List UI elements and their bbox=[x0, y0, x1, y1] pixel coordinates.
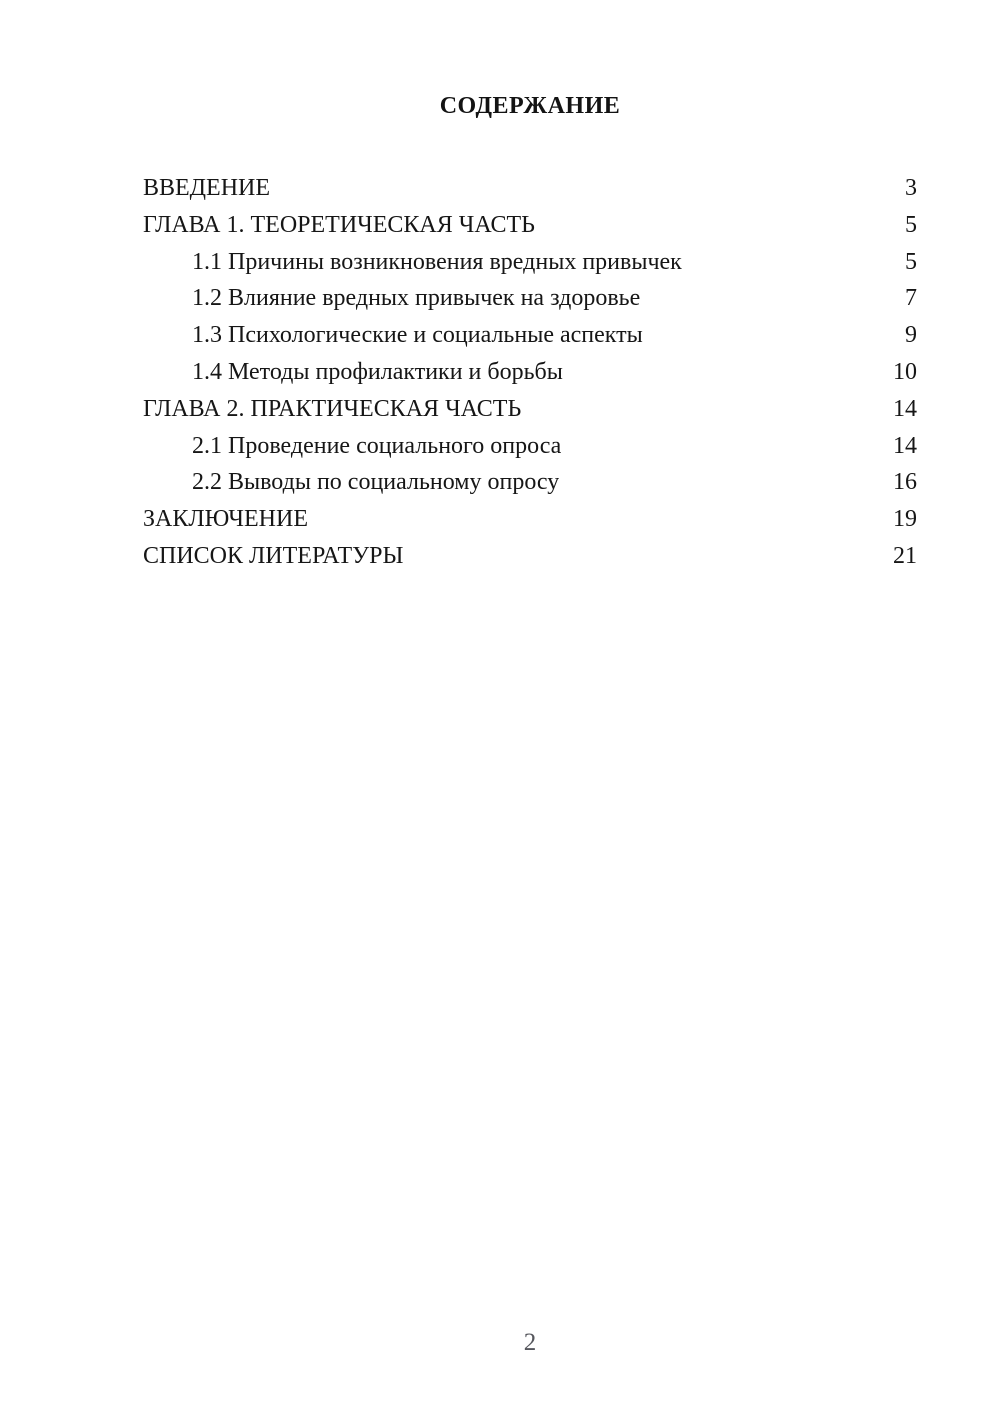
toc-entry-label: 1.4 Методы профилактики и борьбы bbox=[192, 358, 563, 385]
toc-entry-page: 7 bbox=[905, 285, 917, 312]
toc-entry-label: 1.3 Психологические и социальные аспекты bbox=[192, 322, 643, 349]
toc-row bbox=[143, 280, 917, 317]
footer-page-number: 2 bbox=[523, 1329, 537, 1356]
toc-entry-page: 21 bbox=[893, 542, 917, 569]
toc-row bbox=[143, 354, 917, 391]
toc-row bbox=[143, 391, 917, 428]
toc-row bbox=[143, 464, 917, 501]
toc-row bbox=[143, 428, 917, 465]
toc-row bbox=[143, 501, 917, 538]
toc-entry-label: ВВЕДЕНИЕ bbox=[143, 175, 271, 201]
toc-entry-page: 5 bbox=[905, 211, 917, 238]
toc-entry-page: 3 bbox=[905, 175, 917, 201]
toc-entry-label: 2.1 Проведение социального опроса bbox=[192, 432, 562, 459]
toc-entry-label: 1.2 Влияние вредных привычек на здоровье bbox=[192, 285, 641, 312]
toc-entry-page: 14 bbox=[893, 432, 917, 459]
page-title: СОДЕРЖАНИЕ bbox=[439, 93, 621, 119]
toc-row bbox=[143, 170, 917, 207]
toc-entry-label: ГЛАВА 1. ТЕОРЕТИЧЕСКАЯ ЧАСТЬ bbox=[143, 211, 535, 238]
toc-row bbox=[143, 244, 917, 281]
toc-entry-page: 5 bbox=[905, 248, 917, 275]
toc-row bbox=[143, 538, 917, 575]
toc-entry-label: СПИСОК ЛИТЕРАТУРЫ bbox=[143, 542, 404, 569]
toc-entry-page: 19 bbox=[893, 506, 917, 533]
toc-entry-label: 2.2 Выводы по социальному опросу bbox=[192, 469, 560, 496]
toc-row bbox=[143, 317, 917, 354]
toc-entry-page: 9 bbox=[905, 322, 917, 349]
toc-entry-label: ГЛАВА 2. ПРАКТИЧЕСКАЯ ЧАСТЬ bbox=[143, 395, 522, 422]
toc-entry-label: ЗАКЛЮЧЕНИЕ bbox=[143, 506, 308, 533]
toc-content bbox=[143, 88, 917, 575]
toc-row bbox=[143, 207, 917, 244]
toc-entry-label: 1.1 Причины возникновения вредных привычек bbox=[192, 248, 682, 275]
toc-entry-page: 16 bbox=[893, 469, 917, 496]
toc-entry-page: 10 bbox=[893, 358, 917, 385]
toc-entry-page: 14 bbox=[893, 395, 917, 422]
toc-list bbox=[143, 170, 917, 575]
